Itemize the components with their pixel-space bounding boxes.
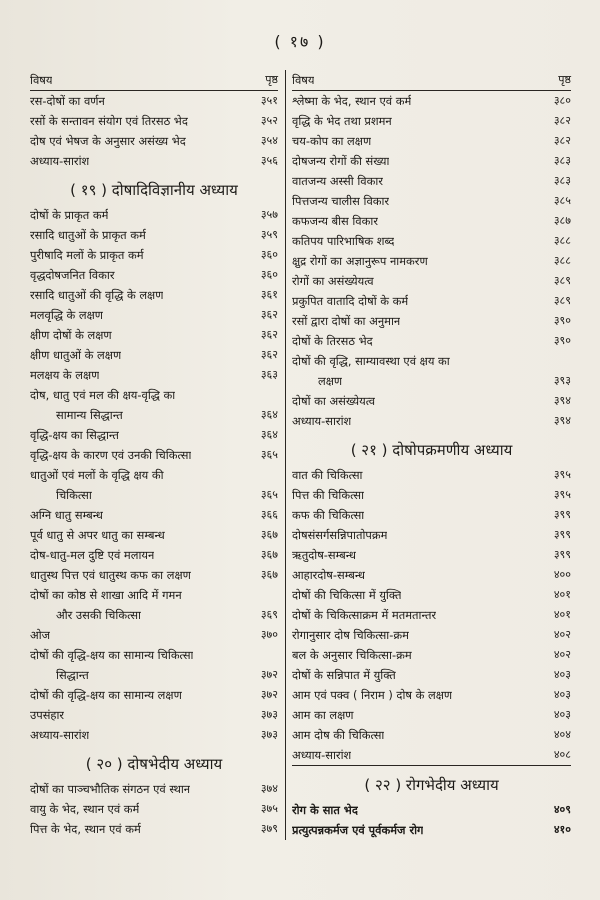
- toc-entry: वात की चिकित्सा ३९५: [292, 468, 571, 482]
- toc-entry: दोष एवं भेषज के अनुसार असंख्य भेद ३५४: [30, 134, 278, 148]
- entries-b: [292, 391, 571, 431]
- toc-entry: रसों के सन्तावन संयोग एवं तिरसठ भेद ३५२: [30, 114, 278, 128]
- toc-entry: दोषों की वृद्धि-क्षय का सामान्य लक्षण ३७२: [30, 688, 278, 702]
- toc-entry-line1: धातुओं एवं मलों के वृद्धि क्षय की: [30, 468, 164, 482]
- toc-entry: ऋतुदोष-सम्बन्ध ३९९: [292, 548, 571, 562]
- toc-entry: रस-दोषों का वर्णन ३५१: [30, 94, 278, 108]
- toc-entry: अग्नि धातु सम्बन्ध ३६६: [30, 508, 278, 522]
- page-number: ( १७ ): [274, 32, 326, 51]
- toc-entry: आम का लक्षण ४०३: [292, 708, 571, 722]
- toc-entry: वृद्धि-क्षय का सिद्धान्त ३६४: [30, 428, 278, 442]
- toc-entry: मलवृद्धि के लक्षण ३६२: [30, 308, 278, 322]
- toc-entry: आहारदोष-सम्बन्ध ४००: [292, 568, 571, 582]
- chapter-22-title: ( २२ ) रोगभेदीय अध्याय: [364, 776, 499, 794]
- entries-22: [292, 800, 571, 840]
- toc-entry: दोष-धातु-मल दुष्टि एवं मलायन ३६७: [30, 548, 278, 562]
- toc-entry: मलक्षय के लक्षण ३६३: [30, 368, 278, 382]
- toc-entry: रसादि धातुओं के प्राकृत कर्म ३५९: [30, 228, 278, 242]
- toc-entry: अध्याय-सारांश ४०८: [292, 745, 571, 766]
- toc-entry: वृद्धदोषजनित विकार ३६०: [30, 268, 278, 282]
- toc-entry: अध्याय-सारांश ३५६: [30, 154, 278, 168]
- toc-entry: दोषों का पाञ्चभौतिक संगठन एवं स्थान ३७४: [30, 782, 278, 796]
- toc-entry: दोषों के प्राकृत कर्म ३५७: [30, 208, 278, 222]
- toc-entry: दोषों के सन्निपात में युक्ति ४०३: [292, 668, 571, 682]
- toc-entry: चय-कोप का लक्षण ३८२: [292, 134, 571, 148]
- toc-entry: उपसंहार ३७३: [30, 708, 278, 722]
- toc-entry: अध्याय-सारांश ३७३: [30, 728, 278, 742]
- chapter-19-title: ( १९ ) दोषादिविज्ञानीय अध्याय: [70, 181, 238, 199]
- toc-entry: आम दोष की चिकित्सा ४०४: [292, 728, 571, 742]
- entries-top: [30, 91, 278, 171]
- toc-entry: अध्याय-सारांश ३९४: [292, 414, 571, 428]
- toc-entry: रोगानुसार दोष चिकित्सा-क्रम ४०२: [292, 628, 571, 642]
- entries-end: [30, 685, 278, 745]
- toc-entry-line1: दोषों की वृद्धि-क्षय का सामान्य चिकित्सा: [30, 648, 194, 662]
- toc-entry: धातुस्थ पित्त एवं धातुस्थ कफ का लक्षण ३६७: [30, 568, 278, 582]
- toc-entry: कफजन्य बीस विकार ३८७: [292, 214, 571, 228]
- entries-21: [292, 465, 571, 766]
- toc-entry-line1: दोषों की वृद्धि, साम्यावस्था एवं क्षय का: [292, 354, 450, 368]
- toc-entry-line2: सामान्य सिद्धान्त ३६४: [56, 408, 278, 422]
- toc-entry-line2: सिद्धान्त ३७२: [56, 668, 278, 682]
- toc-entry: वातजन्य अस्सी विकार ३८३: [292, 174, 571, 188]
- toc-entry: ओज ३७०: [30, 628, 278, 642]
- toc-entry: पूर्व धातु से अपर धातु का सम्बन्ध ३६७: [30, 528, 278, 542]
- toc-entry: पित्तजन्य चालीस विकार ३८५: [292, 194, 571, 208]
- toc-entry: कतिपय पारिभाषिक शब्द ३८८: [292, 234, 571, 248]
- toc-entry: श्लेष्मा के भेद, स्थान एवं कर्म ३८०: [292, 94, 571, 108]
- chapter-21-title: ( २१ ) दोषोपक्रमणीय अध्याय: [350, 441, 513, 459]
- toc-entry-line1: दोषों का कोष्ठ से शाखा आदि में गमन: [30, 588, 182, 602]
- header-subject: विषय: [30, 73, 53, 87]
- entries-a: [292, 91, 571, 351]
- toc-entry: वायु के भेद, स्थान एवं कर्म ३७५: [30, 802, 278, 816]
- toc-entry: दोषों के तिरसठ भेद ३९०: [292, 334, 571, 348]
- toc-entry: रोग के सात भेद ४०९: [292, 803, 571, 817]
- toc-entry: दोषजन्य रोगों की संख्या ३८३: [292, 154, 571, 168]
- toc-entry: रोगों का असंख्येयत्व ३८९: [292, 274, 571, 288]
- toc-entry: पुरीषादि मलों के प्राकृत कर्म ३६०: [30, 248, 278, 262]
- toc-entry: प्रकुपित वातादि दोषों के कर्म ३८९: [292, 294, 571, 308]
- toc-entry: दोषों की चिकित्सा में युक्ति ४०१: [292, 588, 571, 602]
- toc-entry-line2: चिकित्सा ३६५: [56, 488, 278, 502]
- toc-entry: कफ की चिकित्सा ३९९: [292, 508, 571, 522]
- header-page: पृष्ठ: [558, 73, 571, 86]
- chapter-20-title: ( २० ) दोषभेदीय अध्याय: [85, 755, 223, 773]
- toc-entry: वृद्धि के भेद तथा प्रशमन ३८२: [292, 114, 571, 128]
- toc-entry: बल के अनुसार चिकित्सा-क्रम ४०२: [292, 648, 571, 662]
- toc-entry: क्षीण धातुओं के लक्षण ३६२: [30, 348, 278, 362]
- toc-entry: दोषों के चिकित्साक्रम में मतमतान्तर ४०१: [292, 608, 571, 622]
- header-subject: विषय: [292, 73, 315, 87]
- column-header: [30, 70, 278, 91]
- toc-entry: दोषों का असंख्येयत्व ३९४: [292, 394, 571, 408]
- entries-mid: [30, 505, 278, 585]
- entries-20: [30, 779, 278, 839]
- toc-entry: आम एवं पक्व ( निराम ) दोष के लक्षण ४०३: [292, 688, 571, 702]
- toc-entry-line2: और उसकी चिकित्सा ३६९: [56, 608, 278, 622]
- header-page: पृष्ठ: [265, 73, 278, 86]
- toc-entry: पित्त के भेद, स्थान एवं कर्म ३७९: [30, 822, 278, 836]
- toc-entry-line1: दोष, धातु एवं मल की क्षय-वृद्धि का: [30, 388, 176, 402]
- left-column: [30, 70, 278, 839]
- toc-entry: रसों द्वारा दोषों का अनुमान ३९०: [292, 314, 571, 328]
- toc-entry: रसादि धातुओं की वृद्धि के लक्षण ३६१: [30, 288, 278, 302]
- toc-entry-line2: लक्षण ३९३: [318, 374, 571, 388]
- toc-entry: क्षीण दोषों के लक्षण ३६२: [30, 328, 278, 342]
- toc-entry: पित्त की चिकित्सा ३९५: [292, 488, 571, 502]
- entries-19: [30, 205, 278, 385]
- toc-entry: वृद्धि-क्षय के कारण एवं उनकी चिकित्सा ३६५: [30, 448, 278, 462]
- toc-entry: क्षुद्र रोगों का अज्ञानुरूप नामकरण ३८८: [292, 254, 571, 268]
- column-header: [292, 70, 571, 91]
- toc-entry: दोषसंसर्गसन्निपातोपक्रम ३९९: [292, 528, 571, 542]
- right-column: [285, 70, 571, 840]
- toc-entry: प्रत्युत्पन्नकर्मज एवं पूर्वकर्मज रोग ४१०: [292, 823, 571, 837]
